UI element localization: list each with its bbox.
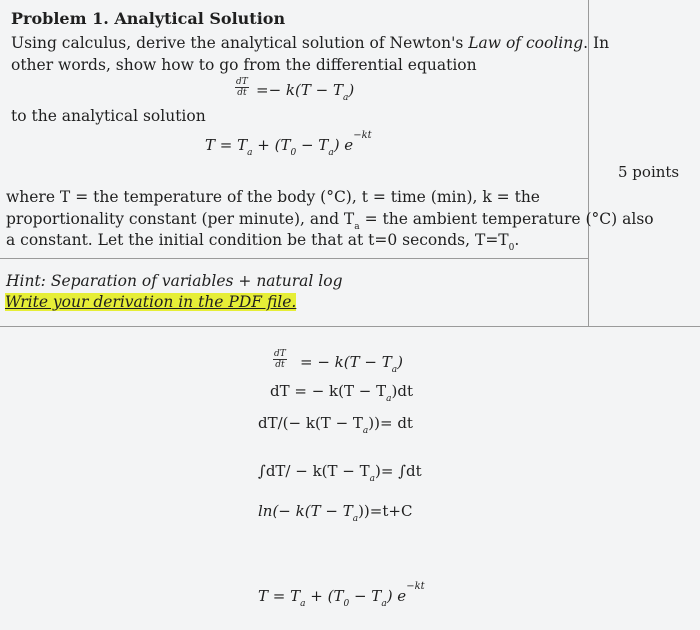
- definition-line-1: where T = the temperature of the body (°C), t = time (min), k = the: [6, 188, 540, 206]
- intro-line-2: other words, show how to go from the differential equation: [11, 56, 477, 74]
- work-line-4: $\int dT/ - k(T - T_a)= \int dt$: [258, 462, 422, 484]
- work-line-1-fraction: $\frac{dT}{dt}$: [274, 349, 286, 370]
- work-line-3: $dT/(- k(T - T_a))=$ dt: [258, 414, 413, 436]
- work-line-1: = − $k(T - T_a)$: [300, 353, 403, 375]
- problem-row-divider: [0, 258, 588, 259]
- problem-title: Problem 1. Analytical Solution: [11, 9, 286, 28]
- work-line-5: $\ln(- k(T - T_a))=t+C$: [258, 502, 413, 524]
- work-line-6: $T = T_a + (T_0 - T_a)$ $e^{-kt}$: [258, 581, 425, 609]
- work-line-2: dT = − $k(T - T_a)dt$: [270, 382, 413, 404]
- intro-line-1: Using calculus, derive the analytical solution of Newton's Law of cooling. In: [11, 34, 610, 52]
- definition-line-3: a constant. Let the initial condition be that at t=0 seconds, $T=T_0$.: [6, 231, 520, 253]
- points-label: 5 points: [618, 163, 680, 181]
- table-bottom-border: [0, 326, 700, 327]
- pdf-note: [5, 293, 296, 311]
- pdf-note-highlight: Write your derivation in the PDF file.: [5, 293, 297, 311]
- definition-line-2: proportionality constant (per minute), and $T_a$ = the ambient temperature (°C) also: [6, 210, 654, 232]
- hint-text: Hint: Separation of variables + natural log: [6, 272, 343, 290]
- analytical-solution: $T = T_a + (T_0 - T_a)$ $e^{-kt}$: [205, 130, 372, 158]
- deq-fraction: $\frac{dT}{dt}$: [236, 77, 248, 98]
- to-solution-label: to the analytical solution: [11, 107, 206, 125]
- differential-equation: =− $k(T - T_a)$: [256, 81, 355, 103]
